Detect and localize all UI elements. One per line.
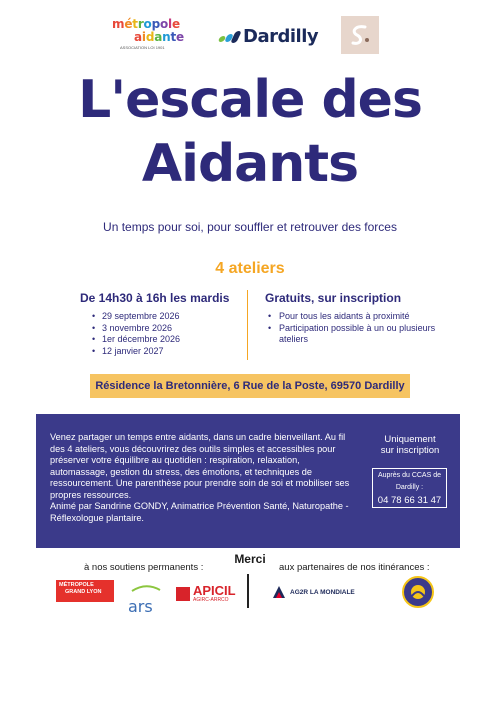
registration-line2: sur inscription: [380, 445, 440, 456]
date-item: • 29 septembre 2026: [80, 311, 240, 323]
header-logos: [0, 14, 500, 58]
apicil-logo: [176, 584, 236, 603]
column-divider: [247, 290, 248, 360]
pricing-heading: Gratuits, sur inscription: [265, 291, 402, 305]
ag2r-text: AG2R LA MONDIALE: [290, 588, 355, 596]
dardilly-logo: [219, 26, 318, 47]
ccas-logo: [341, 16, 379, 54]
metropole-grand-lyon-logo: [56, 580, 114, 602]
metropole-aidante-line1: métropole: [112, 17, 180, 31]
permanent-supporters-label: à nos soutiens permanents :: [84, 562, 204, 573]
subtitle: Un temps pour soi, pour souffler et retrouver des forces: [103, 220, 397, 234]
partner-round-logo: [402, 576, 434, 608]
registration-note: [366, 434, 454, 456]
ateliers-count: 4 ateliers: [215, 260, 285, 277]
metropole-line2: [59, 589, 111, 596]
schedule-column: [80, 291, 240, 357]
date-item: • 3 novembre 2026: [80, 323, 240, 335]
title-line1: L'escale des: [78, 70, 422, 130]
info-band: [36, 414, 460, 548]
metropole-aidante-line2: aidante: [134, 30, 184, 44]
pricing-item: • Pour tous les aidants à proximité: [265, 311, 440, 323]
ccas-phone[interactable]: 04 78 66 31 47: [377, 495, 442, 506]
schedule-heading: De 14h30 à 16h les mardis: [80, 291, 230, 305]
ars-arc-icon: [128, 584, 164, 592]
apicil-text: APICIL: [193, 583, 236, 598]
partners-label: aux partenaires de nos itinérances :: [279, 562, 430, 573]
metropole-line1: MÉTROPOLE: [59, 582, 94, 588]
apicil-sub: AGIRC-ARRCO: [193, 597, 229, 603]
date-item: • 12 janvier 2027: [80, 346, 240, 358]
partners-divider: [247, 574, 249, 608]
metropole-lyon: LYON: [86, 589, 102, 595]
metropole-grand: GRAND: [65, 589, 86, 595]
title-line2: Aidants: [141, 134, 359, 194]
date-item: • 1er décembre 2026: [80, 334, 240, 346]
address-banner: Résidence la Bretonnière, 6 Rue de la Poste, 69570 Dardilly: [90, 374, 410, 398]
ag2r-logo: [271, 584, 355, 600]
pricing-list: [265, 311, 440, 346]
ars-logo: [128, 579, 164, 616]
dardilly-name: Dardilly: [243, 26, 319, 47]
registration-line1: Uniquement: [384, 434, 436, 445]
ccas-swirl-icon: [345, 20, 375, 50]
metropole-aidante-tagline: ASSOCIATION LOI 1901: [120, 45, 165, 50]
ccas-contact-line2: Dardilly :: [395, 483, 424, 491]
apicil-square-icon: [176, 587, 190, 601]
merci-heading: Merci: [234, 552, 266, 566]
description: [50, 432, 356, 524]
description-paragraph: Animé par Sandrine GONDY, Animatrice Prévention Santé, Naturopathe - Réflexologue plantaire.: [50, 501, 349, 523]
date-list: [80, 311, 240, 357]
ccas-contact-line1: Auprès du CCAS de: [377, 472, 442, 479]
ccas-contact-box: [372, 468, 447, 508]
ars-text: ars: [128, 597, 153, 616]
metropole-aidante-logo: [112, 18, 192, 50]
description-paragraph: Venez partager un temps entre aidants, dans un cadre bienveillant. Au fil des 4 ateliers, vous découvrirez des outils simples et accessibles pour préserver votre équilibre au quotidien : respiration, relaxation, automassage, gestion du stress, des émotions, et techniques de ressourcement. Une parenthèse pour prendre soin de soi et mobiliser ses propres ressources.: [50, 432, 350, 500]
pricing-item: • Participation possible à un ou plusieurs ateliers: [265, 323, 440, 346]
dardilly-mark-icon: [219, 30, 241, 44]
ag2r-mark-icon: [271, 584, 287, 600]
partner-round-icon: [404, 578, 432, 606]
pricing-column: [265, 291, 440, 346]
